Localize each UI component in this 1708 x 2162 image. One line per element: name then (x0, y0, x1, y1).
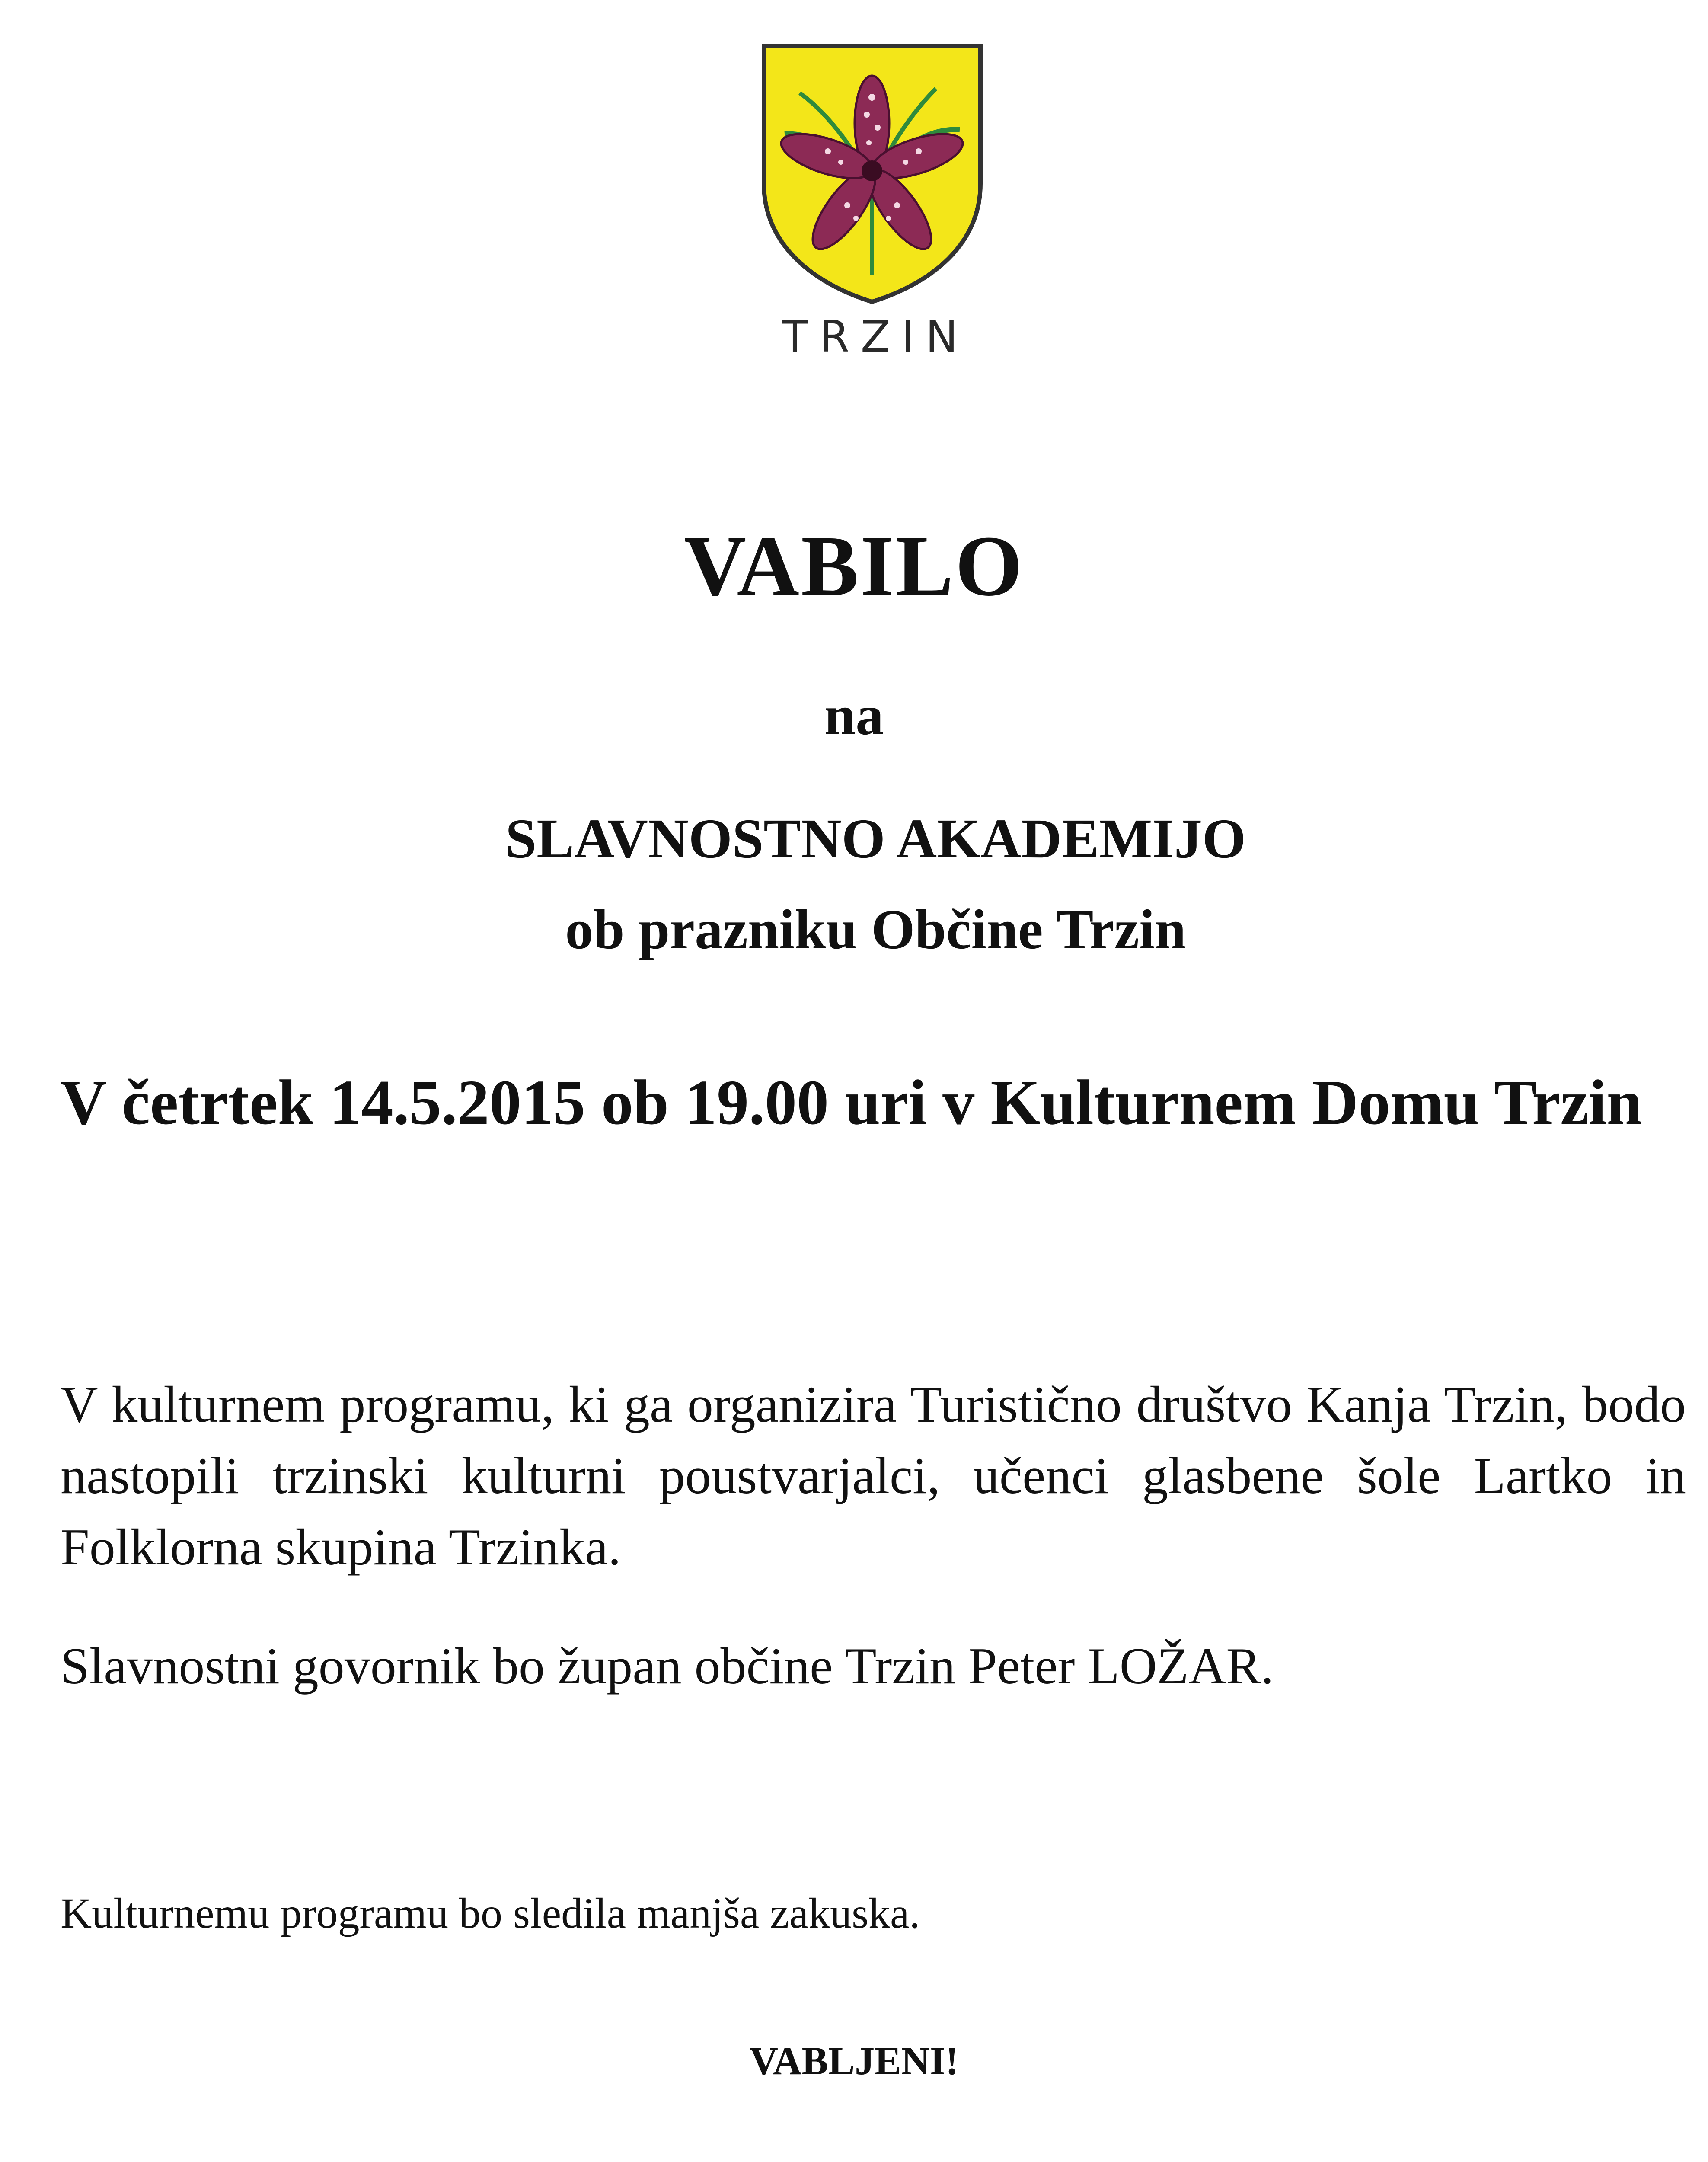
event-date-location: V četrtek 14.5.2015 ob 19.00 uri v Kulturnem Domu Trzin (61, 1067, 1642, 1138)
program-paragraph: V kulturnem programu, ki ga organizira Turistično društvo Kanja Trzin, bodo nastopili trzinski kulturni poustvarjalci, učenci glasbene šole Lartko in Folklorna skupina Trzinka. (61, 1375, 1686, 1576)
coat-of-arms-icon (759, 41, 986, 307)
speaker-paragraph: Slavnostni govornik bo župan občine Trzin Peter LOŽAR. (61, 1637, 1274, 1695)
title-connector: na (824, 684, 884, 747)
closing-text: VABLJENI! (749, 2039, 959, 2083)
refreshment-paragraph: Kulturnemu programu bo sledila manjša zakuska. (61, 1889, 920, 1937)
page-title: VABILO (683, 518, 1025, 614)
event-occasion: ob prazniku Občine Trzin (565, 899, 1186, 961)
event-title: SLAVNOSTNO AKADEMIJO (505, 808, 1246, 870)
municipality-name: TRZIN (782, 311, 969, 362)
